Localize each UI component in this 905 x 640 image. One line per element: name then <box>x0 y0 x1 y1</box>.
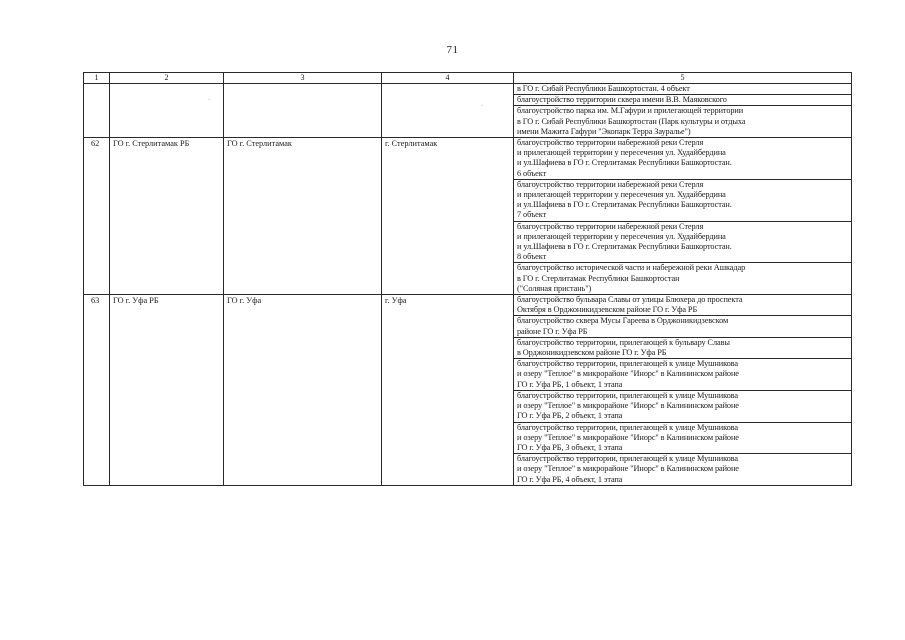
object-description-cell <box>514 179 852 221</box>
object-description-line: в Орджоникидзевском районе ГО г. Уфа РБ <box>517 348 667 358</box>
object-description-line: и озеру "Теплое" в микрорайоне "Инорс" в Калининском районе <box>517 369 739 379</box>
municipality-cell: ГО г. Стерлитамак РБ <box>110 138 224 295</box>
district-cell: ГО г. Уфа <box>224 295 382 486</box>
settlement-cell <box>382 84 514 138</box>
object-description-line: благоустройство территории набережной реки Стерля <box>517 221 704 231</box>
page-number: 71 <box>446 44 459 56</box>
object-description-line: благоустройство территории набережной реки Стерля <box>517 179 704 189</box>
object-description-line: 8 объект <box>517 252 547 262</box>
object-description-line: ГО г. Уфа РБ, 4 объект, 1 этапа <box>517 474 623 484</box>
object-description-line: благоустройство территории набережной реки Стерля <box>517 138 704 148</box>
object-description-cell <box>514 390 852 422</box>
row-number-cell <box>84 84 110 138</box>
object-description-cell <box>514 221 852 263</box>
object-description-line: в ГО г. Стерлитамак Республики Башкортостан <box>517 273 680 283</box>
object-description-line: благоустройство исторической части и набережной реки Ашкадар <box>517 263 746 273</box>
object-description-cell <box>514 263 852 295</box>
municipality-cell <box>110 84 224 138</box>
scan-speck: · <box>481 103 483 109</box>
object-description-line: благоустройство сквера Мусы Гареева в Орджоникидзевском <box>517 316 729 326</box>
object-description-line: благоустройство парка им. М.Гафури и прилегающей территории <box>517 106 744 116</box>
object-description-line: ГО г. Уфа РБ, 3 объект, 1 этапа <box>517 442 623 452</box>
district-cell <box>224 84 382 138</box>
object-description-cell <box>514 454 852 486</box>
object-description-line: в ГО г. Сибай Республики Башкортостан (Парк культуры и отдыха <box>517 116 746 126</box>
object-description-line: и прилегающей территории у пересечения ул. Худайбердина <box>517 148 726 158</box>
settlement-cell: г. Стерлитамак <box>382 138 514 295</box>
object-description-line: и ул.Шафиева в ГО г. Стерлитамак Республики Башкортостан. <box>517 200 732 210</box>
object-description-cell <box>514 359 852 391</box>
object-description-line: ГО г. Уфа РБ, 1 объект, 1 этапа <box>517 379 623 389</box>
object-description-line: и озеру "Теплое" в микрорайоне "Инорс" в Калининском районе <box>517 401 739 411</box>
row-number-cell: 62 <box>84 138 110 295</box>
table-body <box>84 84 852 486</box>
object-description-line: ГО г. Уфа РБ, 2 объект, 1 этапа <box>517 411 623 421</box>
district-cell: ГО г. Стерлитамак <box>224 138 382 295</box>
object-description-line: и прилегающей территории у пересечения ул. Худайбердина <box>517 231 726 241</box>
settlement-cell: г. Уфа <box>382 295 514 486</box>
objects-table <box>83 72 852 486</box>
object-description-line: в ГО г. Сибай Республики Башкортостан. 4 объект <box>517 84 690 93</box>
object-description-line: и озеру "Теплое" в микрорайоне "Инорс" в Калининском районе <box>517 464 739 474</box>
object-description-line: благоустройство территории, прилегающей к улице Мушникова <box>517 359 738 369</box>
object-description-line: благоустройство территории, прилегающей к улице Мушникова <box>517 422 738 432</box>
object-description-line: благоустройство территории, прилегающей к улице Мушникова <box>517 390 738 400</box>
table-row <box>84 138 852 180</box>
header-cell-1: 1 <box>84 73 110 84</box>
object-description-line: 6 объект <box>517 168 547 178</box>
object-description-cell <box>514 422 852 454</box>
object-description-line: районе ГО г. Уфа РБ <box>517 326 588 336</box>
object-description-cell <box>514 295 852 316</box>
header-cell-5: 5 <box>514 73 852 84</box>
object-description-cell <box>514 84 852 95</box>
object-description-cell <box>514 316 852 337</box>
object-description-line: и озеру "Теплое" в микрорайоне "Инорс" в Калининском районе <box>517 432 739 442</box>
object-description-line: благоустройство территории, прилегающей к улице Мушникова <box>517 454 738 464</box>
object-description-line: и ул.Шафиева в ГО г. Стерлитамак Республики Башкортостан. <box>517 242 732 252</box>
municipality-cell: ГО г. Уфа РБ <box>110 295 224 486</box>
object-description-line: благоустройство бульвара Славы от улицы Блюхера до проспекта <box>517 295 743 305</box>
object-description-cell <box>514 95 852 106</box>
object-description-line: ("Соляная пристань") <box>517 283 592 293</box>
header-cell-3: 3 <box>224 73 382 84</box>
table-row <box>84 84 852 95</box>
header-row <box>84 73 852 84</box>
object-description-line: Октября в Орджоникидзевском районе ГО г. Уфа РБ <box>517 305 698 315</box>
object-description-line: и ул.Шафиева в ГО г. Стерлитамак Республики Башкортостан. <box>517 158 732 168</box>
object-description-line: благоустройство территории, прилегающей к бульвару Славы <box>517 337 730 347</box>
object-description-cell <box>514 138 852 180</box>
header-cell-2: 2 <box>110 73 224 84</box>
object-description-line: благоустройство территории сквера имени В.В. Маяковского <box>517 95 727 105</box>
object-description-line: 7 объект <box>517 210 547 220</box>
table-row <box>84 295 852 316</box>
object-description-line: имени Мажита Гафури "Экопарк Терра Зауралье") <box>517 126 691 136</box>
object-description-cell <box>514 106 852 138</box>
object-description-cell <box>514 337 852 358</box>
header-cell-4: 4 <box>382 73 514 84</box>
object-description-line: и прилегающей территории у пересечения ул. Худайбердина <box>517 190 726 200</box>
scan-speck: · <box>208 97 210 103</box>
row-number-cell: 63 <box>84 295 110 486</box>
